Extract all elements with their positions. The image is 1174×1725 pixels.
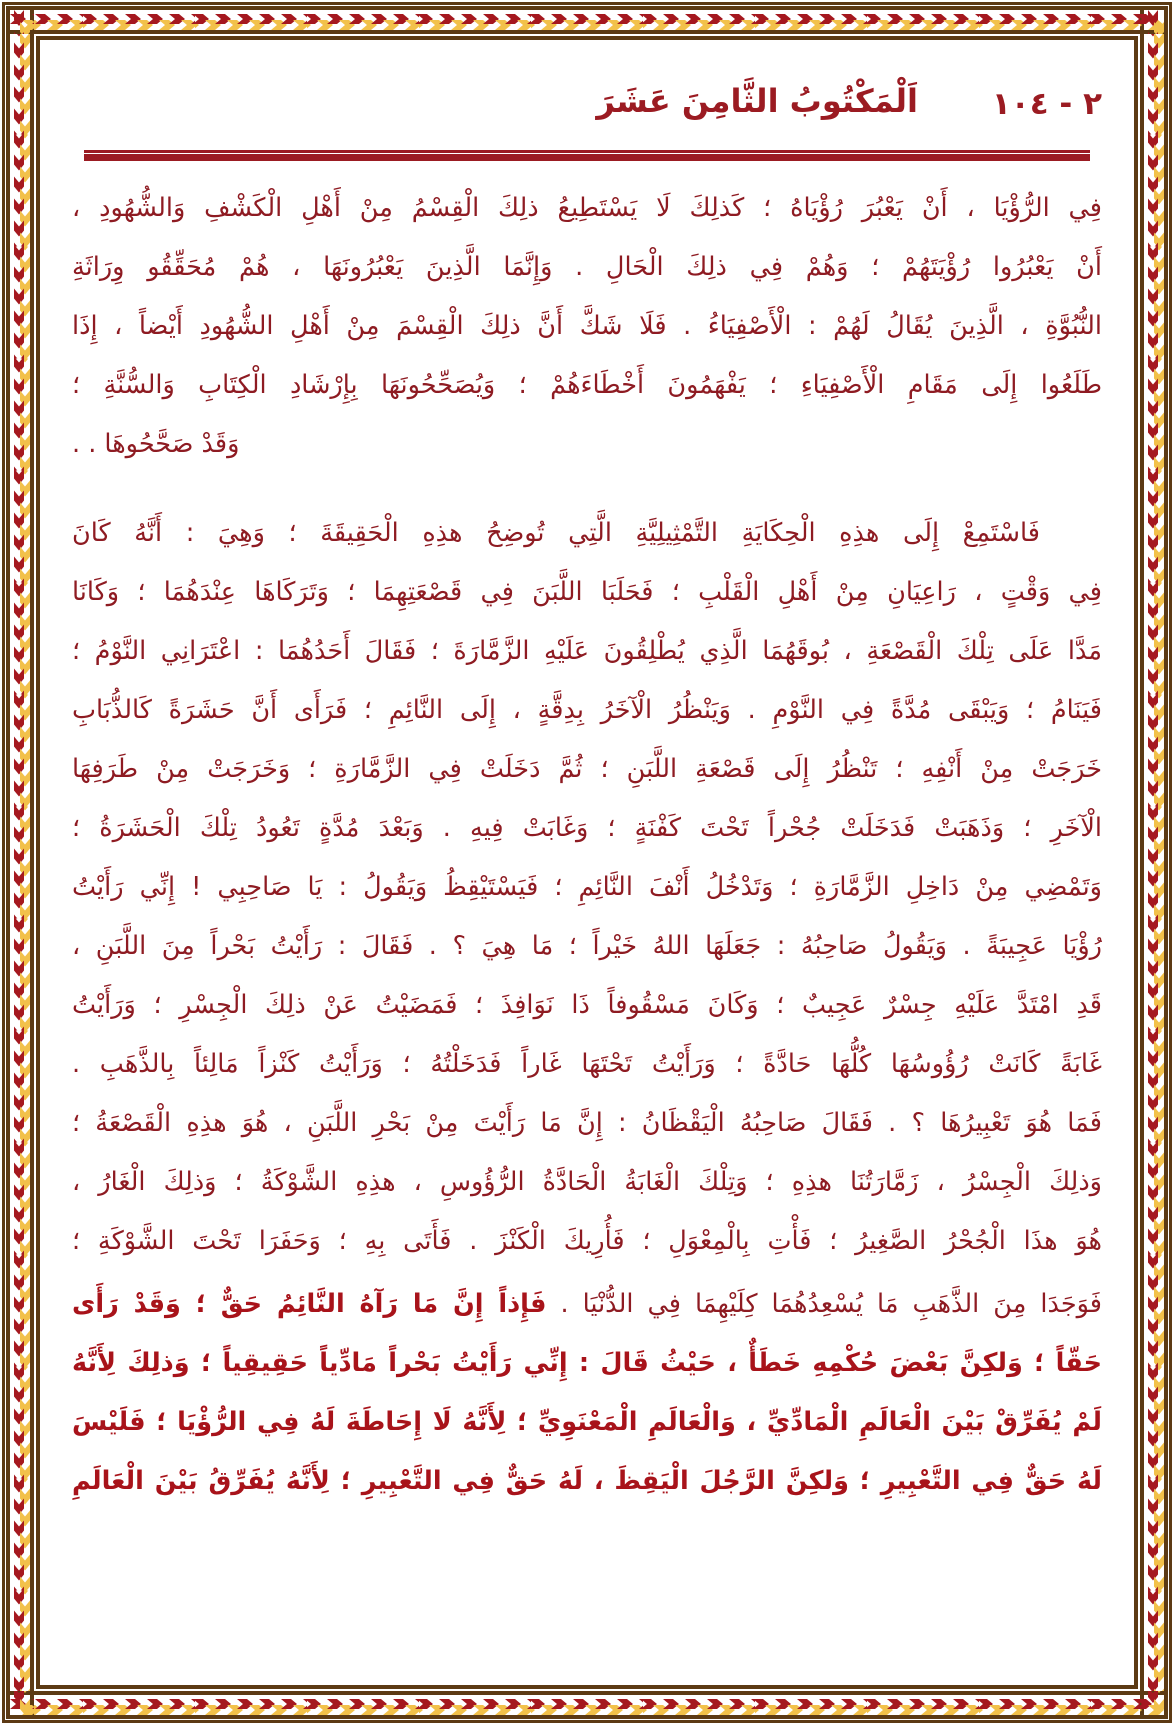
document-body xyxy=(66,179,1108,1511)
text-line: فَمَا هُوَ تَعْبِيرُهَا ؟ . فَقَالَ صَاحِبُهُ الْيَقْظَانُ : إِنَّ مَا رَأَيْتَ مِنْ بَحْرِ اللَّبَنِ ، هُوَ هذِهِ الْقَصْعَةُ ؛ xyxy=(72,1108,1102,1138)
text-line: أَنْ يَعْبُرُوا رُؤْيَتَهُمْ ؛ وَهُمْ فِي ذلِكَ الْحَالِ . وَإِنَّمَا الَّذِينَ يَعْبُرُونَهَا ، هُمْ مُحَقِّقُو وِرَاثَةِ xyxy=(72,252,1102,282)
text-line: قَدِ امْتَدَّ عَلَيْهِ جِسْرٌ عَجِيبٌ ؛ وَكَانَ مَسْقُوفاً ذَا نَوَافِذَ ؛ فَمَضَيْتُ عَنْ ذلِكَ الْجِسْرِ ؛ وَرَأَيْتُ xyxy=(72,990,1102,1020)
header-divider-rule xyxy=(84,150,1090,161)
text-line: خَرَجَتْ مِنْ أَنْفِهِ ؛ تَنْظُرُ إِلَى قَصْعَةِ اللَّبَنِ ؛ ثُمَّ دَخَلَتْ فِي الزَّمَّارَةِ ؛ وَخَرَجَتْ مِنْ طَرَفِهَا xyxy=(72,754,1102,784)
text-line: غَابَةً كَانَتْ رُؤُوسُهَا كُلُّهَا حَادَّةً ؛ وَرَأَيْتُ تَحْتَهَا غَاراً فَدَخَلْتُهُ ؛ وَرَأَيْتُ كَنْزاً مَالِئاً بِالذَّهَبِ . xyxy=(72,1049,1102,1079)
text-line: فِي وَقْتٍ ، رَاعِيَانِ مِنْ أَهْلِ الْقَلْبِ ؛ فَحَلَبَا اللَّبَنَ فِي قَصْعَتِهِمَا ؛ وَتَرَكَاهَا عِنْدَهُمَا ؛ وَكَانَا xyxy=(72,577,1102,607)
text-line: رُؤْيَا عَجِيبَةً . وَيَقُولُ صَاحِبُهُ : جَعَلَهَا اللهُ خَيْراً ؛ مَا هِيَ ؟ . فَقَالَ : رَأَيْتُ بَحْراً مِنَ اللَّبَنِ ، xyxy=(72,931,1102,961)
text-line: وَتَمْضِي مِنْ دَاخِلِ الزَّمَّارَةِ ؛ وَتَدْخُلُ أَنْفَ النَّائِمِ ؛ فَيَسْتَيْقِظُ وَيَقُولُ : يَا صَاحِبِي ! إِنِّي رَأَيْتُ xyxy=(72,872,1102,902)
text-line: الْآخَرِ ؛ وَذَهَبَتْ فَدَخَلَتْ جُحْراً تَحْتَ كَفْنَةٍ ؛ وَغَابَتْ فِيهِ . وَبَعْدَ مُدَّةٍ تَعُودُ تِلْكَ الْحَشَرَةُ ؛ xyxy=(72,813,1102,843)
paragraph-2 xyxy=(72,504,1102,1271)
page-content xyxy=(44,44,1130,1681)
page-number: ٢ - ١٠٤ xyxy=(991,86,1102,122)
text-line-emphasis: حَقّاً ؛ وَلكِنَّ بَعْضَ حُكْمِهِ خَطَأٌ ، حَيْثُ قَالَ : إِنِّي رَأَيْتُ بَحْراً مَادِّياً حَقِيقِياً ؛ وَذلِكَ لِأَنَّهُ xyxy=(72,1348,1102,1378)
text-line: وَذلِكَ الْجِسْرُ ، زَمَّارَتُنَا هذِهِ ؛ وَتِلْكَ الْغَابَةُ الْحَادَّةُ الرُّؤُوسِ ، هذِهِ الشَّوْكَةُ ؛ وَذلِكَ الْغَارُ ، xyxy=(72,1167,1102,1197)
text-line: مَدَّا عَلَى تِلْكَ الْقَصْعَةِ ، بُوقَهُمَا الَّذِي يُطْلِقُونَ عَلَيْهِ الزَّمَّارَةَ ؛ فَقَالَ أَحَدُهُمَا : اعْتَرَانِي النَّوْمُ ؛ xyxy=(72,636,1102,666)
text-line: فِي الرُّؤْيَا ، أَنْ يَعْبُرَ رُؤْيَاهُ ؛ كَذلِكَ لَا يَسْتَطِيعُ ذلِكَ الْقِسْمُ مِنْ أَهْلِ الْكَشْفِ وَالشُّهُودِ ، xyxy=(72,193,1102,223)
paragraph-1 xyxy=(72,179,1102,474)
text-line: وَقَدْ صَحَّحُوهَا . . xyxy=(72,429,240,459)
text-line-emphasis: لَمْ يُفَرِّقْ بَيْنَ الْعَالَمِ الْمَادِّيِّ ، وَالْعَالَمِ الْمَعْنَوِيِّ ؛ لِأَنَّهُ لَا إِحَاطَةَ لَهُ فِي الرُّؤْيَا ؛ فَلَيْسَ xyxy=(72,1407,1102,1437)
text-line-mixed xyxy=(72,1275,1102,1334)
text-line: هُوَ هذَا الْجُحْرُ الصَّغِيرُ ؛ فَأْتِ بِالْمِعْوَلِ ؛ فَأُرِيكَ الْكَنْزَ . فَأَتَى بِهِ ؛ وَحَفَرَا تَحْتَ الشَّوْكَةِ ؛ xyxy=(72,1226,1102,1256)
text-plain: فَوَجَدَا مِنَ الذَّهَبِ مَا يُسْعِدُهُمَا كِلَيْهِمَا فِي الدُّنْيَا . xyxy=(546,1289,1102,1319)
paragraph-spacer xyxy=(72,478,1102,504)
page-header xyxy=(66,72,1108,144)
text-line: طَلَعُوا إِلَى مَقَامِ الْأَصْفِيَاءِ ؛ يَفْهَمُونَ أَخْطَاءَهُمْ ؛ وَيُصَحِّحُونَهَا بِإِرْشَادِ الْكِتَابِ وَالسُّنَّةِ ؛ xyxy=(72,370,1102,400)
text-line: فَاسْتَمِعْ إِلَى هذِهِ الْحِكَايَةِ التَّمْثِيلِيَّةِ الَّتِي تُوضِحُ هذِهِ الْحَقِيقَةَ ؛ وَهِيَ : أَنَّهُ كَانَ xyxy=(72,518,1040,548)
text-line: فَيَنَامُ ؛ وَيَبْقَى مُدَّةً فِي النَّوْمِ . وَيَنْظُرُ الْآخَرُ بِدِقَّةٍ ، إِلَى النَّائِمِ ؛ فَرَأَى أَنَّ حَشَرَةً كَالذُّبَابِ xyxy=(72,695,1102,725)
text-line-emphasis: لَهُ حَقٌّ فِي التَّعْبِيرِ ؛ وَلكِنَّ الرَّجُلَ الْيَقِظَ ، لَهُ حَقٌّ فِي التَّعْبِيرِ ؛ لِأَنَّهُ يُفَرِّقُ بَيْنَ الْعَالَمِ xyxy=(72,1466,1102,1496)
text-line: النُّبُوَّةِ ، الَّذِينَ يُقَالُ لَهُمْ : الْأَصْفِيَاءُ . فَلَا شَكَّ أَنَّ ذلِكَ الْقِسْمَ مِنْ أَهْلِ الشُّهُودِ أَيْضاً ، إِذَا xyxy=(72,311,1102,341)
paragraph-3 xyxy=(72,1275,1102,1511)
page-title: اَلْمَكْتُوبُ الثَّامِنَ عَشَرَ xyxy=(596,82,918,120)
text-emphasis: فَإِذاً إِنَّ مَا رَآهُ النَّائِمُ حَقٌّ ؛ وَقَدْ رَأَى xyxy=(72,1289,547,1319)
